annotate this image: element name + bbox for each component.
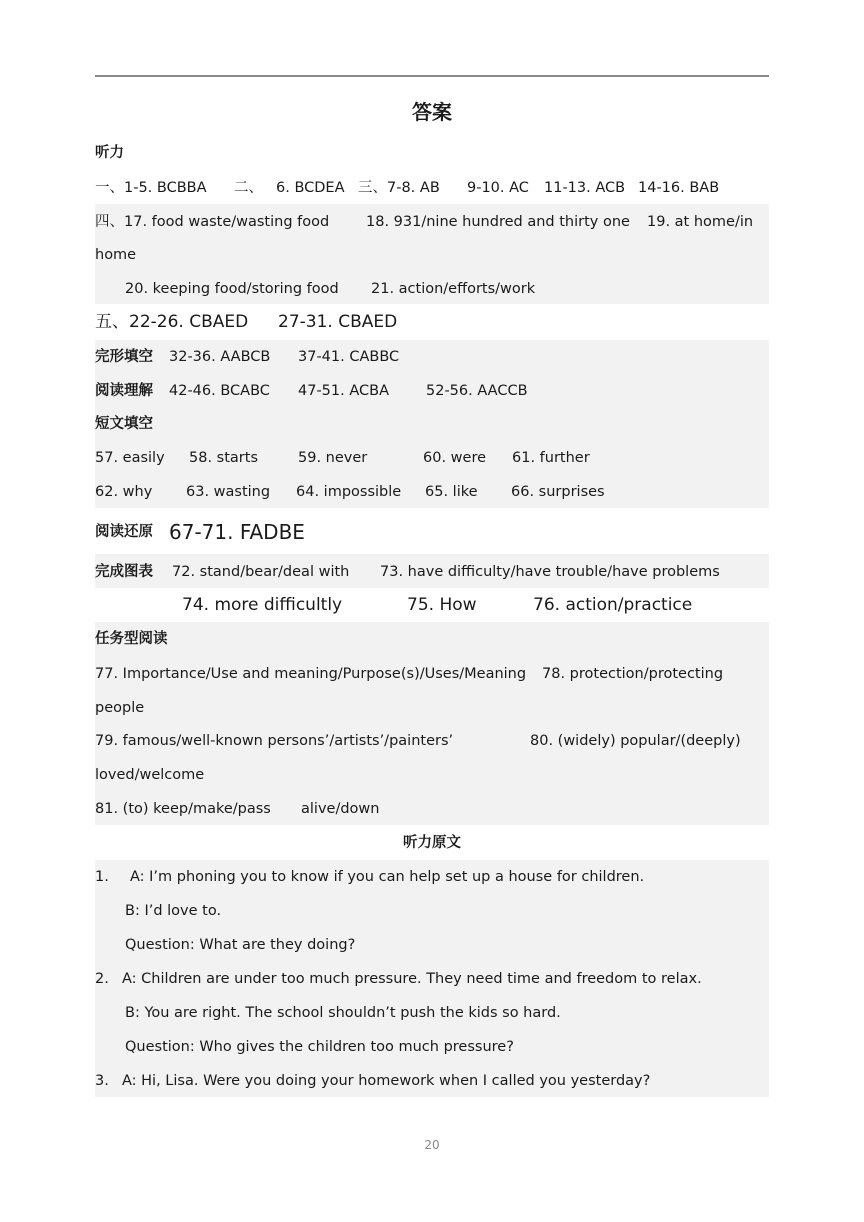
answer-73: 73. have difficulty/have trouble/have problems — [380, 564, 720, 580]
answer-79: 79. famous/well-known persons’/artists’/painters’ — [95, 733, 454, 749]
chart-label: 完成图表 — [95, 564, 153, 580]
script-number-2: 2. — [95, 971, 109, 987]
answer-61: 61. further — [512, 450, 590, 466]
script-line-7: A: Hi, Lisa. Were you doing your homework when I called you yesterday? — [122, 1073, 651, 1089]
script-number-1: 1. — [95, 869, 109, 885]
answer-76: 76. action/practice — [533, 595, 693, 615]
answer-20: 20. keeping food/storing food — [125, 281, 339, 297]
script-line-5: B: You are right. The school shouldn’t push the kids so hard. — [125, 1005, 561, 1021]
shade-block-4 — [95, 622, 769, 825]
answer-42-46: 42-46. BCABC — [169, 383, 270, 399]
answer-80: 80. (widely) popular/(deeply) — [530, 733, 741, 749]
answer-72: 72. stand/bear/deal with — [172, 564, 350, 580]
top-rule — [95, 75, 769, 77]
answer-77: 77. Importance/Use and meaning/Purpose(s)/Uses/Meaning — [95, 666, 527, 682]
script-line-4: A: Children are under too much pressure. They need time and freedom to relax. — [122, 971, 702, 987]
answer-17: 四、17. food waste/wasting food — [95, 214, 330, 230]
script-heading: 听力原文 — [403, 835, 461, 851]
answer-11-13: 11-13. ACB — [544, 180, 626, 196]
answer-74: 74. more difficultly — [182, 595, 343, 615]
answer-78: 78. protection/protecting — [542, 666, 724, 682]
answer-14-16: 14-16. BAB — [638, 180, 720, 196]
task-row-4: loved/welcome — [95, 767, 205, 783]
script-number-3: 3. — [95, 1073, 109, 1089]
answer-60: 60. were — [423, 450, 487, 466]
answer-57: 57. easily — [95, 450, 165, 466]
answer-62: 62. why — [95, 484, 153, 500]
answer-21: 21. action/efforts/work — [371, 281, 536, 297]
blank-heading: 短文填空 — [95, 416, 153, 432]
answer-52-56: 52-56. AACCB — [426, 383, 528, 399]
task-row-2: people — [95, 700, 145, 716]
answer-63: 63. wasting — [186, 484, 271, 500]
answer-7-8: 三、7-8. AB — [358, 180, 440, 196]
answer-59: 59. never — [298, 450, 368, 466]
answer-81-cont: alive/down — [301, 801, 380, 817]
page-number: 20 — [424, 1138, 440, 1152]
answer-75: 75. How — [407, 595, 477, 615]
answer-37-41: 37-41. CABBC — [298, 349, 400, 365]
answer-9-10: 9-10. AC — [467, 180, 529, 196]
script-line-6: Question: Who gives the children too much pressure? — [125, 1039, 514, 1055]
answer-6: 6. BCDEA — [276, 180, 345, 196]
listening-heading: 听力 — [95, 145, 124, 161]
answer-65: 65. like — [425, 484, 478, 500]
answer-81: 81. (to) keep/make/pass — [95, 801, 271, 817]
answer-66: 66. surprises — [511, 484, 605, 500]
answer-58: 58. starts — [189, 450, 258, 466]
answer-18: 18. 931/nine hundred and thirty one — [366, 214, 630, 230]
answer-64: 64. impossible — [296, 484, 402, 500]
answer-67-71: 67-71. FADBE — [169, 520, 305, 544]
restore-label: 阅读还原 — [95, 524, 153, 540]
script-line-2: B: I’d love to. — [125, 903, 222, 919]
cloze-label: 完形填空 — [95, 349, 153, 365]
script-line-1: A: I’m phoning you to know if you can help set up a house for children. — [130, 869, 645, 885]
task-heading: 任务型阅读 — [95, 631, 168, 647]
answer-47-51: 47-51. ACBA — [298, 383, 390, 399]
answer-27-31: 27-31. CBAED — [278, 312, 398, 332]
answer-19: 19. at home/in — [647, 214, 754, 230]
page-title: 答案 — [412, 100, 452, 124]
reading-label: 阅读理解 — [95, 383, 153, 399]
answer-22-26: 五、22-26. CBAED — [95, 312, 249, 332]
section-2-label: 二、 — [234, 180, 263, 196]
listening-row-2-cont: home — [95, 247, 137, 263]
script-line-3: Question: What are they doing? — [125, 937, 356, 953]
answer-32-36: 32-36. AABCB — [169, 349, 271, 365]
answer-1-5: 一、1-5. BCBBA — [95, 180, 207, 196]
